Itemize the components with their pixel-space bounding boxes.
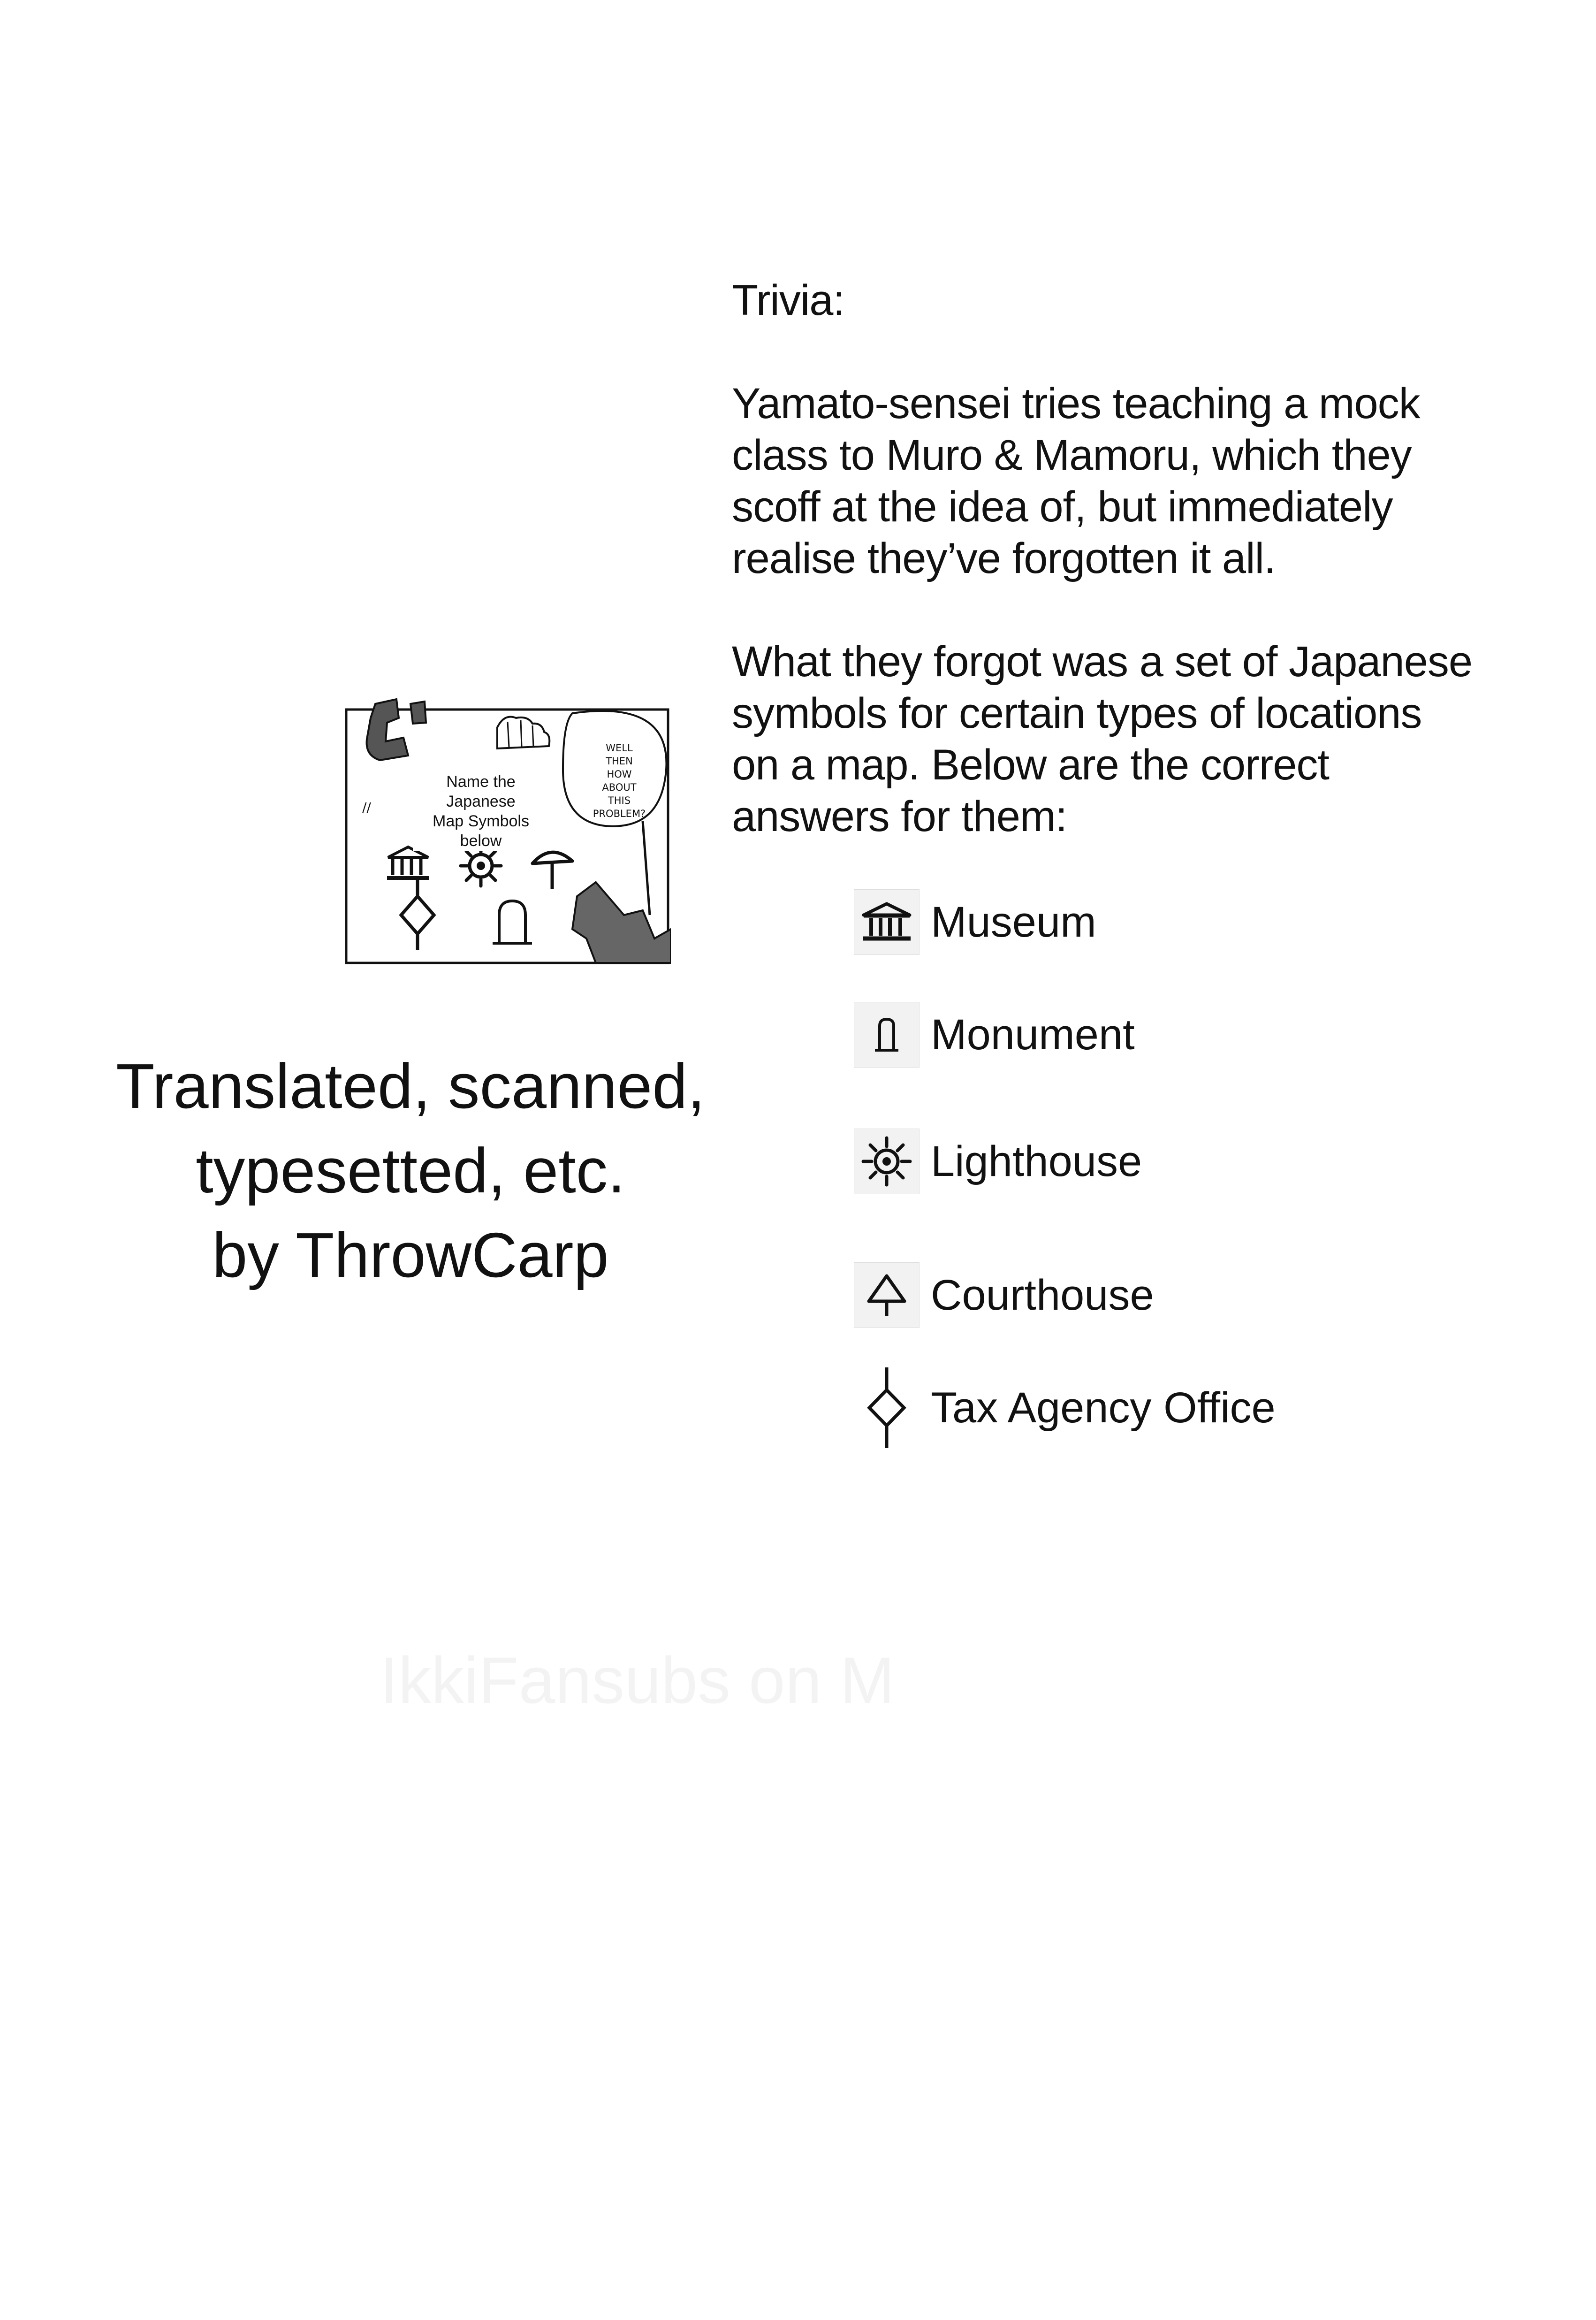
trivia-line: on a map. Below are the correct [732, 741, 1329, 789]
trivia-line: Yamato-sensei tries teaching a mock [732, 380, 1420, 427]
panel-caption-line: Name the Japanese [446, 773, 516, 810]
museum-icon [854, 889, 920, 955]
trivia-paragraph-2 [732, 636, 1529, 842]
bubble-line: THEN [606, 756, 633, 767]
bubble-line: THIS [608, 795, 631, 806]
credits-text [70, 1044, 751, 1297]
speech-bubble-text [586, 741, 652, 820]
panel-caption [413, 772, 549, 851]
legend-label: Courthouse [931, 1271, 1154, 1319]
legend-item-monument [854, 1000, 1135, 1070]
trivia-line: realise they’ve forgotten it all. [732, 534, 1276, 582]
trivia-line: scoff at the idea of, but immediately [732, 483, 1393, 531]
legend-label: Monument [931, 1010, 1135, 1059]
legend-label: Museum [931, 898, 1096, 946]
credits-line: Translated, scanned, [116, 1051, 705, 1122]
watermark: IkkiFansubs on M [380, 1643, 895, 1717]
tax-office-icon [854, 1366, 920, 1450]
courthouse-icon [854, 1262, 920, 1328]
bubble-line: HOW [607, 769, 632, 780]
lighthouse-icon [854, 1129, 920, 1194]
legend-label: Lighthouse [931, 1137, 1142, 1185]
panel-caption-line: Map Symbols below [433, 812, 529, 850]
trivia-paragraph-1 [732, 378, 1529, 584]
legend-item-courthouse [854, 1260, 1154, 1330]
bubble-line: PROBLEM? [593, 808, 646, 819]
legend-item-lighthouse [854, 1126, 1142, 1197]
trivia-line: symbols for certain types of locations [732, 689, 1422, 737]
trivia-line: answers for them: [732, 793, 1067, 840]
bubble-line: ABOUT [602, 782, 637, 793]
trivia-line: What they forgot was a set of Japanese [732, 638, 1473, 686]
trivia-text [732, 275, 1529, 842]
trivia-line: class to Muro & Mamoru, which they [732, 431, 1412, 479]
legend-item-tax-office [854, 1366, 1276, 1450]
manga-panel-image [342, 694, 671, 971]
monument-icon [854, 1002, 920, 1068]
credits-line: by ThrowCarp [212, 1220, 609, 1290]
svg-text://: // [362, 800, 371, 815]
legend-label: Tax Agency Office [931, 1383, 1276, 1432]
bubble-line: WELL [606, 742, 633, 754]
legend-item-museum [854, 887, 1096, 957]
trivia-heading: Trivia: [732, 276, 845, 324]
credits-line: typesetted, etc. [196, 1135, 625, 1206]
